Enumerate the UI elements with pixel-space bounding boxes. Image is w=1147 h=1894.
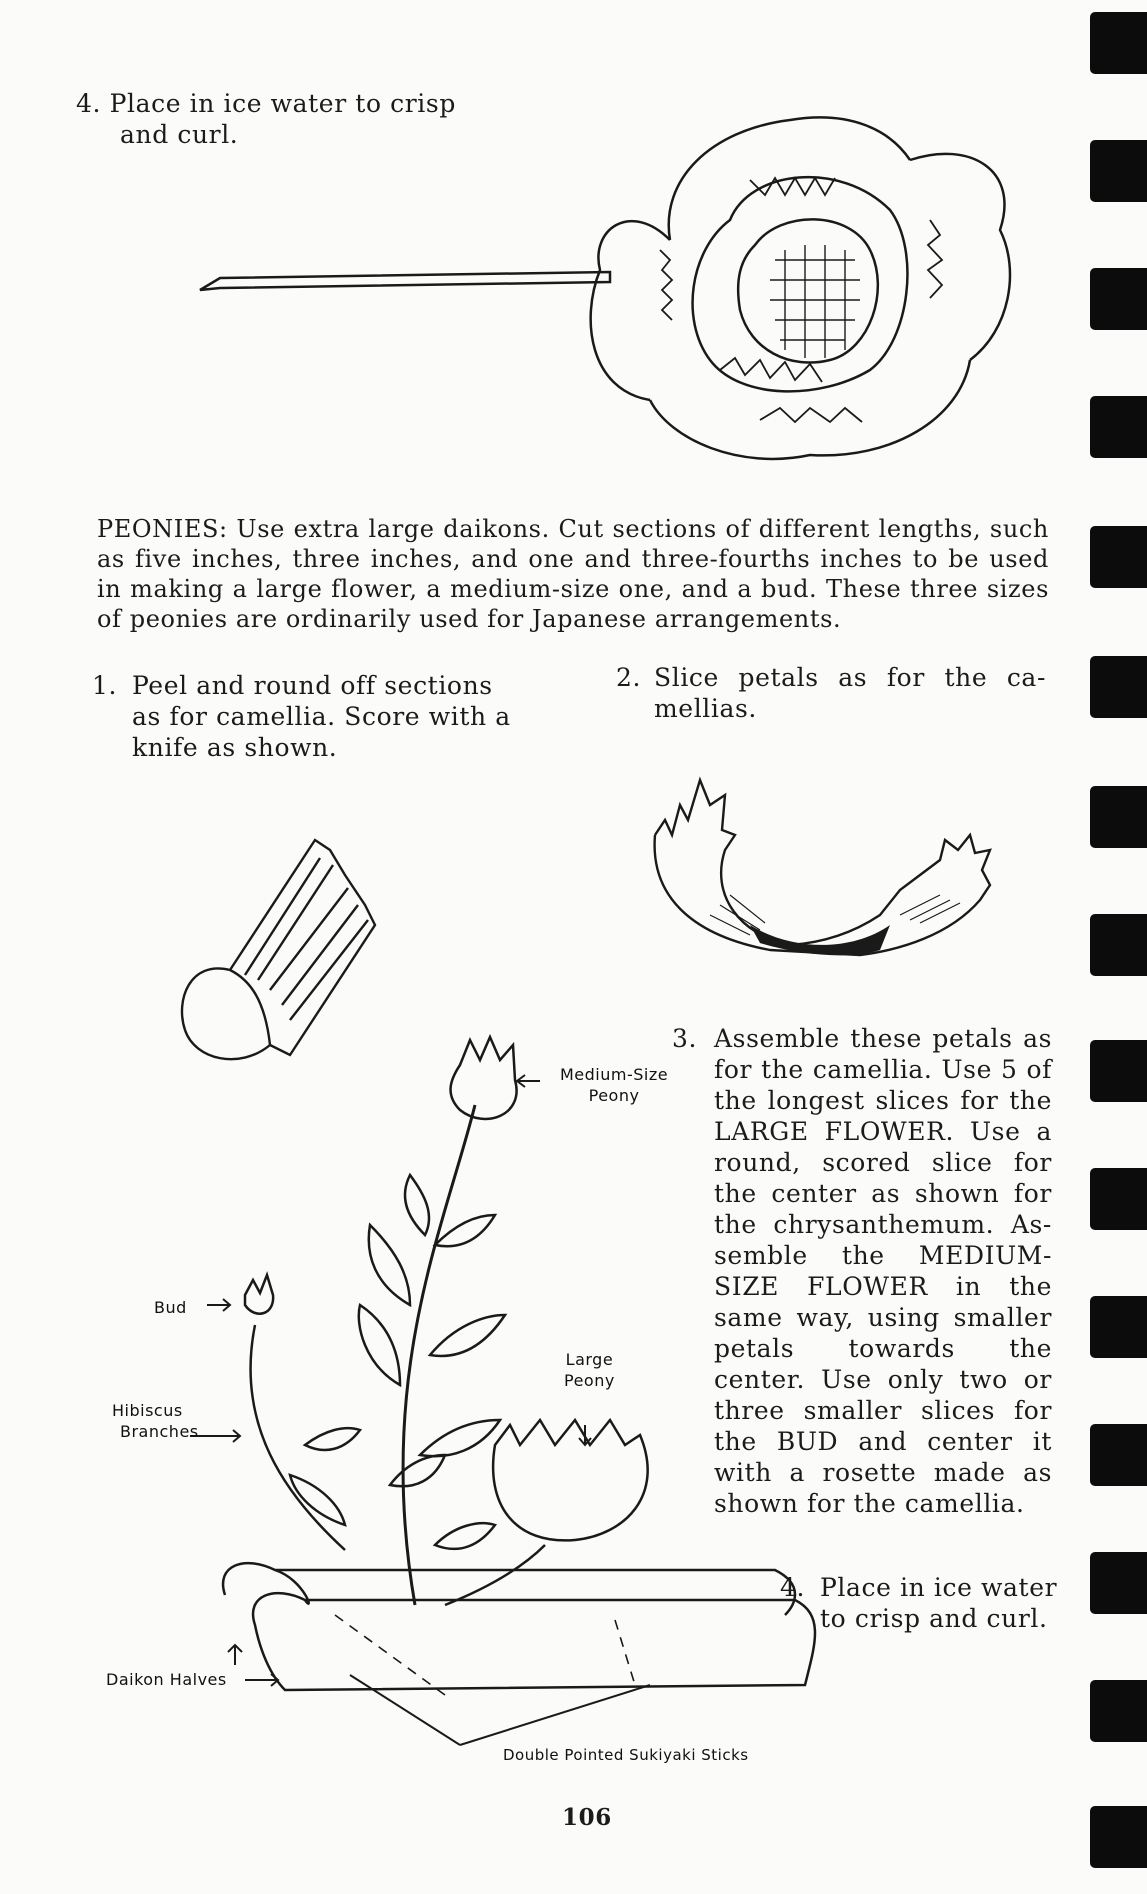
step-1-number: 1. xyxy=(92,671,118,700)
binding-ring xyxy=(1090,1168,1147,1230)
binding-ring xyxy=(1090,1296,1147,1358)
label-sticks-text: Double Pointed Sukiyaki Sticks xyxy=(503,1746,749,1764)
label-large-peony xyxy=(564,1349,615,1391)
step-3-text: Assemble these petals as for the camellia. Use 5 of the longest slices for the LARGE FLOWER. Use a round, scored slice for the center as shown for the chrysanthemum. As-semble the MEDIUM-SIZE FLOWER in the same way, using smaller petals towards the center. Use only two or three smaller slices for the BUD and center it with a rosette made as shown for the camellia. xyxy=(714,1024,1052,1518)
binding-ring xyxy=(1090,12,1147,74)
binding-ring xyxy=(1090,526,1147,588)
step-4-number: 4. xyxy=(780,1573,806,1602)
step-4 xyxy=(780,1572,1060,1634)
label-medium-line1: Medium-Size xyxy=(560,1065,669,1084)
binding-ring xyxy=(1090,396,1147,458)
binding-ring xyxy=(1090,268,1147,330)
step-1-text: Peel and round off sections as for camellia. Score with a knife as shown. xyxy=(132,671,511,762)
label-daikon-halves xyxy=(106,1669,227,1690)
page-number xyxy=(562,1802,612,1833)
binding-ring xyxy=(1090,786,1147,848)
label-bud-text: Bud xyxy=(154,1298,187,1317)
label-hibiscus xyxy=(112,1400,199,1442)
binding-ring xyxy=(1090,1680,1147,1742)
peony-petal-illustration xyxy=(650,775,1000,965)
binding-ring xyxy=(1090,1552,1147,1614)
label-hibiscus-line2: Branches xyxy=(120,1422,199,1441)
top-step-number: 4. xyxy=(76,89,102,118)
label-medium-line2: Peony xyxy=(588,1086,640,1105)
step-1 xyxy=(92,670,522,763)
label-large-line1: Large xyxy=(565,1350,614,1369)
peony-arrangement-illustration xyxy=(195,1025,825,1725)
step-2-text: Slice petals as for the ca-mellias. xyxy=(654,663,1046,723)
binding-ring xyxy=(1090,140,1147,202)
binding-ring xyxy=(1090,1424,1147,1486)
page-number-text: 106 xyxy=(562,1804,612,1831)
top-step-line2: and curl. xyxy=(120,120,239,149)
camellia-flower-illustration xyxy=(190,100,990,480)
label-daikon-text: Daikon Halves xyxy=(106,1670,227,1689)
binding-ring xyxy=(1090,1040,1147,1102)
label-hibiscus-line1: Hibiscus xyxy=(112,1401,183,1420)
binding-ring xyxy=(1090,656,1147,718)
peonies-intro xyxy=(97,514,1049,634)
binding-ring xyxy=(1090,914,1147,976)
top-step-line1: Place in ice water to crisp xyxy=(109,89,456,118)
binding-ring xyxy=(1090,1806,1147,1868)
step-2 xyxy=(616,662,1046,724)
peonies-text: Use extra large daikons. Cut sections of different lengths, such as five inches, three inches, and one and three-fourths inches to be used in making a large flower, a medium-size one, and a bud. These three sizes of peonies are ordinarily used for Japanese arrangements. xyxy=(97,515,1049,633)
step-4-text: Place in ice water to crisp and curl. xyxy=(820,1573,1058,1633)
peonies-heading: PEONIES: xyxy=(97,515,228,543)
label-medium-peony xyxy=(560,1064,668,1106)
step-3-number: 3. xyxy=(672,1024,698,1053)
spiral-binding xyxy=(1088,0,1147,1894)
label-large-line2: Peony xyxy=(564,1371,615,1390)
step-2-number: 2. xyxy=(616,663,642,692)
label-bud xyxy=(154,1297,187,1318)
label-sukiyaki-sticks xyxy=(503,1745,749,1766)
